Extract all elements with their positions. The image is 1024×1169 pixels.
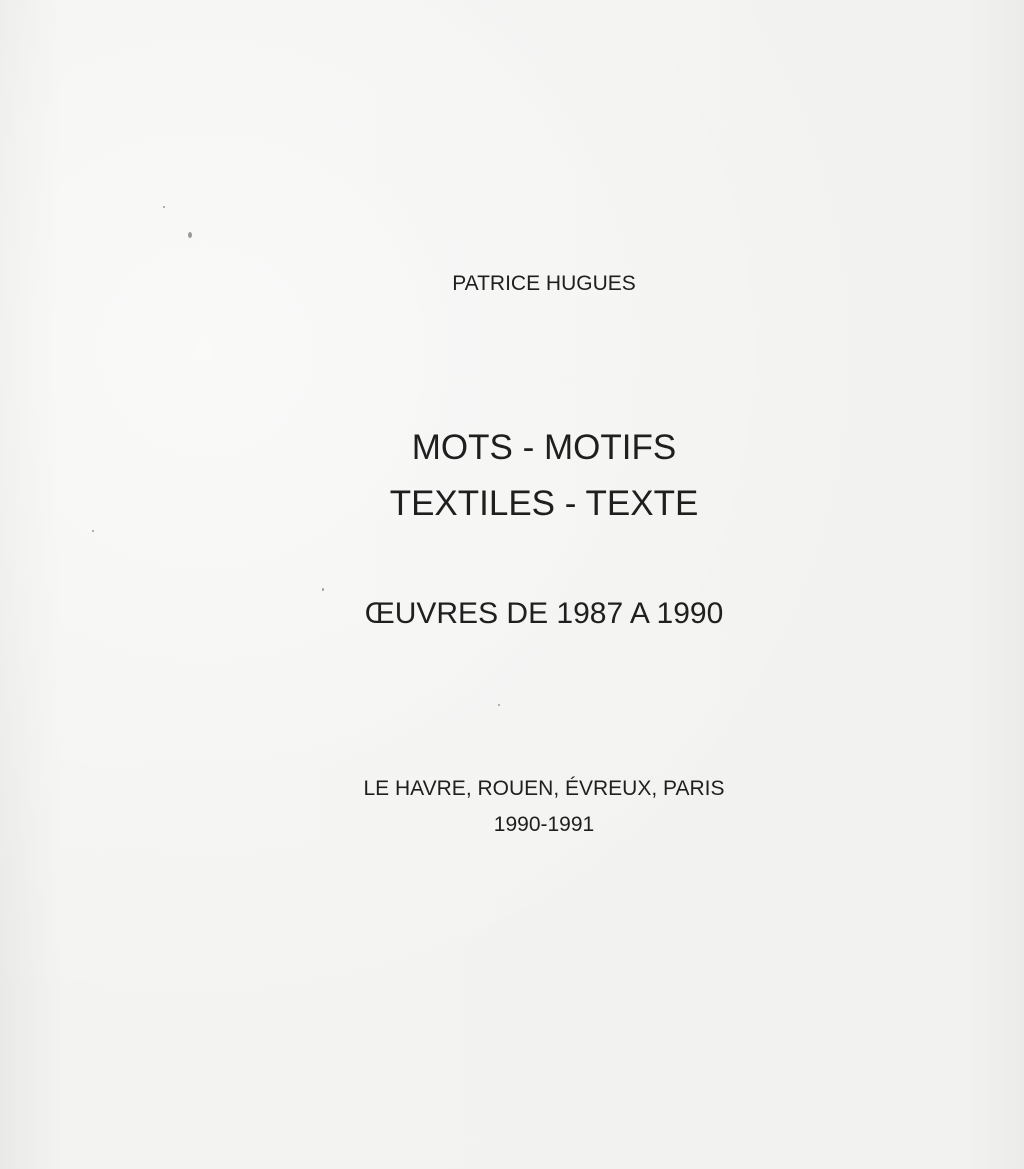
author-name: PATRICE HUGUES <box>452 272 636 295</box>
title-line-1: MOTS - MOTIFS <box>411 428 677 467</box>
paper-speck <box>163 206 165 208</box>
title-line-2: TEXTILES - TEXTE <box>389 484 699 523</box>
exhibition-years: 1990-1991 <box>493 813 595 836</box>
paper-speck <box>92 530 94 532</box>
paper-speck <box>498 704 500 706</box>
paper-speck <box>322 588 324 591</box>
works-dates: ŒUVRES DE 1987 A 1990 <box>364 597 724 630</box>
exhibition-places: LE HAVRE, ROUEN, ÉVREUX, PARIS <box>363 777 725 800</box>
paper-speck <box>188 232 192 238</box>
